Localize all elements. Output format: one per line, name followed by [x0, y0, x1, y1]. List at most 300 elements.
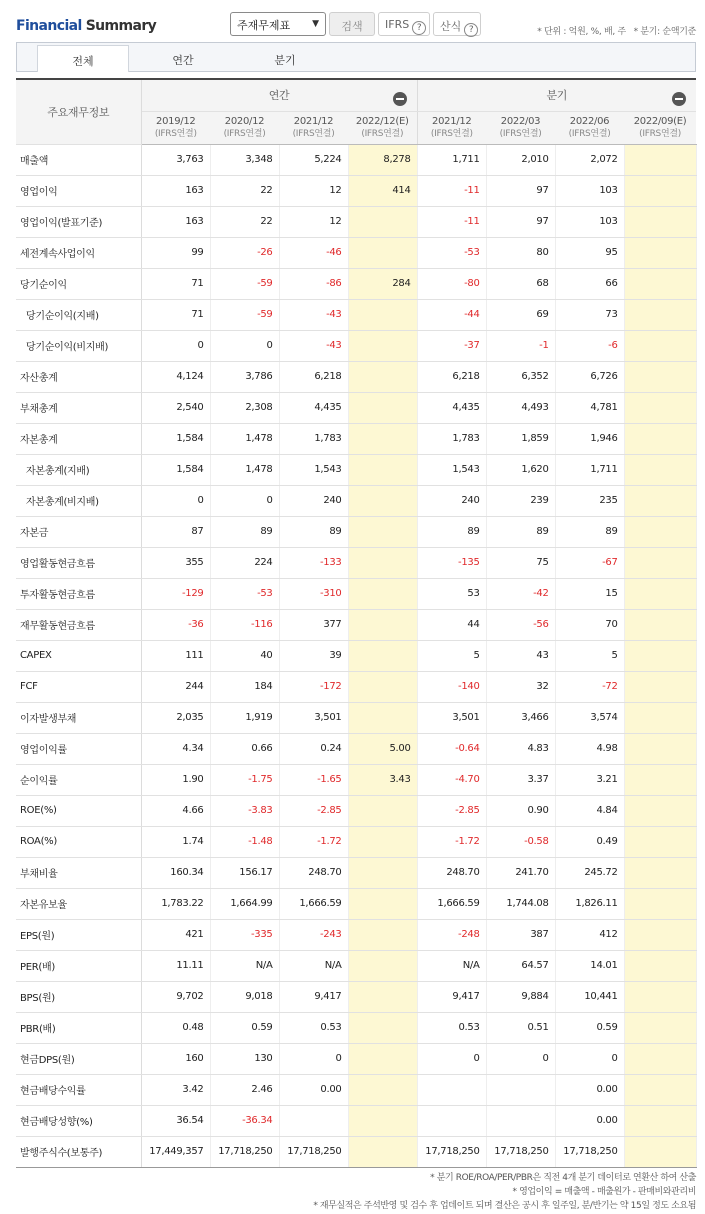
table-cell: 284: [348, 268, 417, 299]
table-cell: -1.72: [417, 826, 486, 857]
table-cell: 14.01: [555, 950, 624, 981]
table-row: [16, 950, 696, 981]
row-label: FCF: [16, 671, 141, 702]
table-cell: [348, 1105, 417, 1136]
table-cell: 0: [141, 330, 210, 361]
table-cell: 3.21: [555, 764, 624, 795]
table-cell: -43: [279, 299, 348, 330]
table-cell: [348, 206, 417, 237]
table-cell: 0.00: [279, 1074, 348, 1105]
table-cell: [348, 423, 417, 454]
table-cell: -36: [141, 609, 210, 640]
row-label: 현금DPS(원): [16, 1043, 141, 1074]
ifrs-label: IFRS: [385, 18, 410, 31]
table-cell: 4,435: [417, 392, 486, 423]
table-cell: 103: [555, 175, 624, 206]
table-cell: 2,010: [486, 144, 555, 175]
table-cell: 97: [486, 206, 555, 237]
table-cell: -310: [279, 578, 348, 609]
table-cell: [348, 516, 417, 547]
table-cell: 130: [210, 1043, 279, 1074]
table-cell: -56: [486, 609, 555, 640]
table-cell: 22: [210, 206, 279, 237]
footnote: * 재무실적은 주석반영 및 검수 후 업데이트 되며 결산은 공시 후 일주일, 분/반기는 약 15일 정도 소요됨: [313, 1201, 696, 1211]
period-header: [486, 111, 555, 144]
period-header: [141, 111, 210, 144]
table-cell: 4.83: [486, 733, 555, 764]
footnote: * 영업이익 = 매출액 - 매출원가 - 판매비와관리비: [512, 1187, 696, 1197]
table-cell: 1,711: [555, 454, 624, 485]
table-cell: 0.24: [279, 733, 348, 764]
table-cell: [348, 795, 417, 826]
table-row: [16, 299, 696, 330]
table-row: [16, 547, 696, 578]
table-cell: [624, 702, 696, 733]
table-cell: [348, 1074, 417, 1105]
table-cell: 89: [210, 516, 279, 547]
table-cell: -335: [210, 919, 279, 950]
table-cell: [624, 609, 696, 640]
table-cell: -2.85: [279, 795, 348, 826]
table-row: [16, 1074, 696, 1105]
table-cell: 22: [210, 175, 279, 206]
table-cell: [348, 330, 417, 361]
table-cell: -53: [210, 578, 279, 609]
table-row: [16, 485, 696, 516]
tab-quarter[interactable]: 분기: [274, 54, 296, 67]
table-cell: 240: [417, 485, 486, 516]
table-cell: 73: [555, 299, 624, 330]
table-cell: [624, 1074, 696, 1105]
table-cell: -3.83: [210, 795, 279, 826]
table-cell: 6,218: [417, 361, 486, 392]
table-cell: -2.85: [417, 795, 486, 826]
row-label: 이자발생부채: [16, 702, 141, 733]
table-cell: -42: [486, 578, 555, 609]
row-label: 당기순이익(비지배): [16, 330, 141, 361]
row-label: 영업이익(발표기준): [16, 206, 141, 237]
table-cell: [624, 485, 696, 516]
table-cell: 0: [210, 330, 279, 361]
table-cell: 412: [555, 919, 624, 950]
table-cell: [348, 826, 417, 857]
tab-all[interactable]: 전체: [37, 45, 129, 72]
table-cell: [348, 237, 417, 268]
table-cell: [624, 268, 696, 299]
table-row: [16, 919, 696, 950]
table-cell: -80: [417, 268, 486, 299]
table-row: [16, 671, 696, 702]
table-cell: 163: [141, 175, 210, 206]
table-cell: [417, 1105, 486, 1136]
table-cell: [348, 640, 417, 671]
table-row: [16, 206, 696, 237]
period-label: 2022/03: [500, 115, 541, 127]
table-cell: -0.64: [417, 733, 486, 764]
table-cell: -248: [417, 919, 486, 950]
table-cell: [624, 423, 696, 454]
table-row: [16, 516, 696, 547]
table-cell: [624, 1043, 696, 1074]
table-cell: [624, 330, 696, 361]
table-cell: [348, 671, 417, 702]
table-cell: [624, 578, 696, 609]
tab-annual[interactable]: 연간: [172, 54, 194, 67]
row-label: 매출액: [16, 144, 141, 175]
table-cell: 235: [555, 485, 624, 516]
table-cell: [624, 1012, 696, 1043]
table-cell: [624, 640, 696, 671]
table-cell: [624, 392, 696, 423]
table-cell: N/A: [210, 950, 279, 981]
table-cell: 1,826.11: [555, 888, 624, 919]
table-cell: 1,783: [417, 423, 486, 454]
row-label: PBR(배): [16, 1012, 141, 1043]
table-cell: 17,718,250: [486, 1136, 555, 1167]
period-label: 2021/12: [293, 115, 334, 127]
unit-note: [516, 24, 696, 37]
table-cell: 4.98: [555, 733, 624, 764]
table-cell: 160.34: [141, 857, 210, 888]
formula-help-button[interactable]: [433, 12, 481, 36]
table-cell: 75: [486, 547, 555, 578]
table-row: [16, 826, 696, 857]
table-cell: 32: [486, 671, 555, 702]
period-basis: (IFRS연결): [154, 128, 197, 139]
table-cell: -37: [417, 330, 486, 361]
row-label: 투자활동현금흐름: [16, 578, 141, 609]
table-cell: 0.59: [210, 1012, 279, 1043]
period-header: [348, 111, 417, 144]
table-cell: 3.43: [348, 764, 417, 795]
table-cell: 71: [141, 299, 210, 330]
ifrs-help-button[interactable]: [378, 12, 430, 36]
table-cell: 245.72: [555, 857, 624, 888]
statement-select[interactable]: [230, 12, 326, 36]
table-row: [16, 330, 696, 361]
period-label: 2022/12(E): [355, 115, 409, 127]
table-cell: 9,018: [210, 981, 279, 1012]
table-row: [16, 361, 696, 392]
table-cell: 2,035: [141, 702, 210, 733]
table-cell: 68: [486, 268, 555, 299]
period-basis: (IFRS연결): [568, 128, 611, 139]
table-row: [16, 1043, 696, 1074]
table-cell: -59: [210, 299, 279, 330]
table-cell: 1,744.08: [486, 888, 555, 919]
table-cell: 1,919: [210, 702, 279, 733]
table-cell: [624, 826, 696, 857]
basis-note-text: * 분기: 순액기준: [633, 27, 696, 37]
table-cell: [624, 671, 696, 702]
table-cell: 17,718,250: [555, 1136, 624, 1167]
table-cell: 3,501: [417, 702, 486, 733]
table-row: [16, 1136, 696, 1167]
table-cell: [348, 485, 417, 516]
table-cell: 71: [141, 268, 210, 299]
table-cell: -67: [555, 547, 624, 578]
table-cell: [624, 857, 696, 888]
table-cell: 1,783: [279, 423, 348, 454]
table-cell: -11: [417, 206, 486, 237]
table-cell: -6: [555, 330, 624, 361]
table-cell: 0.49: [555, 826, 624, 857]
table-cell: 0: [555, 1043, 624, 1074]
table-cell: 70: [555, 609, 624, 640]
row-label: 발행주식수(보통주): [16, 1136, 141, 1167]
table-cell: [624, 1136, 696, 1167]
table-cell: 3,786: [210, 361, 279, 392]
table-cell: 3.42: [141, 1074, 210, 1105]
table-cell: 1,666.59: [417, 888, 486, 919]
table-cell: [624, 919, 696, 950]
table-cell: 103: [555, 206, 624, 237]
row-label: 당기순이익(지배): [16, 299, 141, 330]
row-label: 자본총계: [16, 423, 141, 454]
table-cell: -129: [141, 578, 210, 609]
row-label: 부채총계: [16, 392, 141, 423]
table-cell: 4.34: [141, 733, 210, 764]
table-row: [16, 454, 696, 485]
table-cell: -72: [555, 671, 624, 702]
table-cell: -46: [279, 237, 348, 268]
table-cell: 3,501: [279, 702, 348, 733]
table-cell: [624, 1105, 696, 1136]
table-cell: -59: [210, 268, 279, 299]
table-cell: -0.58: [486, 826, 555, 857]
table-cell: 387: [486, 919, 555, 950]
table-cell: -4.70: [417, 764, 486, 795]
table-cell: [348, 888, 417, 919]
row-label: 재무활동현금흐름: [16, 609, 141, 640]
row-label: 자본금: [16, 516, 141, 547]
table-cell: 156.17: [210, 857, 279, 888]
search-button[interactable]: 검색: [329, 12, 375, 36]
period-basis: (IFRS연결): [223, 128, 266, 139]
period-header: [624, 111, 696, 144]
table-row: [16, 609, 696, 640]
table-cell: 1,946: [555, 423, 624, 454]
row-label: ROA(%): [16, 826, 141, 857]
table-cell: -133: [279, 547, 348, 578]
table-cell: [348, 392, 417, 423]
row-label: 현금배당수익률: [16, 1074, 141, 1105]
period-basis: (IFRS연결): [292, 128, 335, 139]
period-basis: (IFRS연결): [639, 128, 681, 139]
table-cell: 6,352: [486, 361, 555, 392]
quarter-header: [417, 79, 696, 111]
table-cell: -1.75: [210, 764, 279, 795]
table-cell: 89: [279, 516, 348, 547]
table-row: [16, 640, 696, 671]
collapse-icon[interactable]: [393, 92, 407, 106]
table-cell: [348, 857, 417, 888]
period-label: 2020/12: [224, 115, 265, 127]
table-cell: 240: [279, 485, 348, 516]
table-cell: -11: [417, 175, 486, 206]
table-cell: [624, 950, 696, 981]
table-cell: [348, 547, 417, 578]
table-cell: [348, 981, 417, 1012]
table-cell: 4.66: [141, 795, 210, 826]
table-cell: 3,763: [141, 144, 210, 175]
table-cell: -86: [279, 268, 348, 299]
row-label: 영업활동현금흐름: [16, 547, 141, 578]
table-cell: 39: [279, 640, 348, 671]
table-cell: 3.37: [486, 764, 555, 795]
table-cell: 239: [486, 485, 555, 516]
table-cell: -36.34: [210, 1105, 279, 1136]
collapse-icon[interactable]: [672, 92, 686, 106]
table-cell: 69: [486, 299, 555, 330]
table-cell: 87: [141, 516, 210, 547]
table-cell: 43: [486, 640, 555, 671]
table-cell: 10,441: [555, 981, 624, 1012]
table-cell: 5,224: [279, 144, 348, 175]
table-cell: -1.48: [210, 826, 279, 857]
table-cell: [417, 1074, 486, 1105]
table-cell: [624, 547, 696, 578]
top-bar: [16, 10, 696, 40]
table-cell: 17,718,250: [279, 1136, 348, 1167]
table-cell: 0: [279, 1043, 348, 1074]
row-label: 영업이익률: [16, 733, 141, 764]
table-cell: 4,124: [141, 361, 210, 392]
table-cell: 1,664.99: [210, 888, 279, 919]
annual-header-label: 연간: [268, 89, 290, 103]
row-label: 영업이익: [16, 175, 141, 206]
row-label: 당기순이익: [16, 268, 141, 299]
table-cell: 89: [555, 516, 624, 547]
table-cell: [624, 175, 696, 206]
table-cell: 0: [210, 485, 279, 516]
table-cell: 0: [417, 1043, 486, 1074]
table-cell: 111: [141, 640, 210, 671]
table-cell: 1,584: [141, 454, 210, 485]
table-cell: 5: [555, 640, 624, 671]
table-cell: 0.53: [417, 1012, 486, 1043]
table-cell: -1.72: [279, 826, 348, 857]
page-title: [16, 18, 156, 34]
table-row: [16, 423, 696, 454]
table-cell: 99: [141, 237, 210, 268]
table-row: [16, 764, 696, 795]
table-cell: 355: [141, 547, 210, 578]
table-row: [16, 702, 696, 733]
period-label: 2022/09(E): [633, 115, 687, 127]
footnotes: [313, 1171, 696, 1213]
table-cell: 0.48: [141, 1012, 210, 1043]
table-cell: N/A: [279, 950, 348, 981]
table-cell: 0: [486, 1043, 555, 1074]
table-row: [16, 1105, 696, 1136]
table-cell: 0: [141, 485, 210, 516]
row-label: 순이익률: [16, 764, 141, 795]
table-cell: [348, 454, 417, 485]
table-cell: [348, 578, 417, 609]
table-cell: 0.66: [210, 733, 279, 764]
table-row: [16, 578, 696, 609]
table-cell: 1,543: [417, 454, 486, 485]
row-label: 자산총계: [16, 361, 141, 392]
row-label: 자본총계(비지배): [16, 485, 141, 516]
table-cell: 3,348: [210, 144, 279, 175]
table-cell: 44: [417, 609, 486, 640]
table-cell: N/A: [417, 950, 486, 981]
table-cell: -1: [486, 330, 555, 361]
table-cell: 95: [555, 237, 624, 268]
table-cell: 0.00: [555, 1105, 624, 1136]
table-cell: 1,666.59: [279, 888, 348, 919]
table-cell: 97: [486, 175, 555, 206]
table-cell: -172: [279, 671, 348, 702]
table-cell: 17,718,250: [417, 1136, 486, 1167]
table-cell: [624, 516, 696, 547]
table-cell: 4,493: [486, 392, 555, 423]
table-cell: 0.59: [555, 1012, 624, 1043]
table-cell: 36.54: [141, 1105, 210, 1136]
table-cell: 421: [141, 919, 210, 950]
table-cell: 40: [210, 640, 279, 671]
table-row: [16, 857, 696, 888]
table-cell: [486, 1105, 555, 1136]
table-cell: -116: [210, 609, 279, 640]
table-cell: 64.57: [486, 950, 555, 981]
table-cell: 17,449,357: [141, 1136, 210, 1167]
table-row: [16, 237, 696, 268]
table-cell: [624, 981, 696, 1012]
table-cell: 2,308: [210, 392, 279, 423]
table-cell: 3,574: [555, 702, 624, 733]
table-cell: 11.11: [141, 950, 210, 981]
table-cell: 8,278: [348, 144, 417, 175]
table-cell: 1.90: [141, 764, 210, 795]
row-label: CAPEX: [16, 640, 141, 671]
table-cell: 4,781: [555, 392, 624, 423]
table-row: [16, 144, 696, 175]
table-cell: -53: [417, 237, 486, 268]
table-cell: 1,783.22: [141, 888, 210, 919]
period-header: [555, 111, 624, 144]
table-cell: [486, 1074, 555, 1105]
period-basis: (IFRS연결): [361, 128, 404, 139]
table-cell: [624, 206, 696, 237]
financial-summary-table: [16, 78, 697, 1168]
table-cell: 4.84: [555, 795, 624, 826]
statement-select-value: 주재무제표: [237, 19, 291, 32]
row-label: ROE(%): [16, 795, 141, 826]
table-cell: [348, 919, 417, 950]
table-cell: [624, 299, 696, 330]
table-cell: 0.53: [279, 1012, 348, 1043]
table-cell: 12: [279, 206, 348, 237]
table-cell: [348, 361, 417, 392]
table-row: [16, 733, 696, 764]
table-cell: 0.00: [555, 1074, 624, 1105]
table-cell: 160: [141, 1043, 210, 1074]
period-tabs: [16, 42, 696, 72]
table-cell: 244: [141, 671, 210, 702]
table-cell: [348, 1136, 417, 1167]
table-cell: [624, 237, 696, 268]
footnote: * 분기 ROE/ROA/PER/PBR은 직전 4개 분기 데이터로 연환산 하여 산출: [430, 1173, 696, 1183]
period-header: [417, 111, 486, 144]
table-row: [16, 1012, 696, 1043]
table-cell: 17,718,250: [210, 1136, 279, 1167]
row-label: 자본유보율: [16, 888, 141, 919]
table-cell: [348, 299, 417, 330]
table-cell: [348, 609, 417, 640]
